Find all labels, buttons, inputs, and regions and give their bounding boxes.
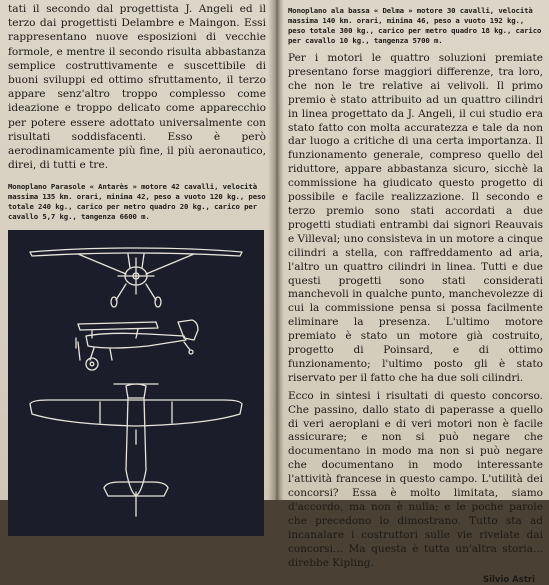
antares-caption: Monoplano Parasole « Antarès » motore 42 cavalli, velocità massima 135 km. orari, minima 42, peso a vuoto 120 kg., peso totale 240 kg., carico per metro quadro 20 kg., carico per cavallo 5,7 kg., tangenza 6600 m.	[8, 182, 266, 222]
front-view	[30, 248, 242, 307]
left-column	[8, 2, 266, 536]
right-column	[288, 6, 543, 585]
author-signature: Silvio Astri	[482, 574, 535, 585]
aircraft-drawing	[8, 230, 264, 536]
delma-caption: Monoplano ala bassa « Delma » motore 30 cavalli, velocità massima 140 km. orari, minima 46, peso a vuoto 192 kg., peso totale 300 kg., carico per metro quadro 18 kg., carico per cavallo 10 kg., tangenza 5700 m.	[288, 6, 542, 45]
intro-paragraph: tati il secondo dal progettista J. Angeli ed il terzo dai progettisti Delambre e Maingon. Essi rappresentano nuove esposizioni di vecchie formole, e mentre il secondo risulta abbastanza semplice costruttivamente e suscettibile di buoni sviluppi ed ottimo sfruttamento, il terzo appare senz'altro troppo complesso come ideazione e troppo delicato come apparecchio per potere essere adottato universalmente con risultati soddisfacenti. Esso è però aerodinamicamente più fine, il più aeronautico, direi, di tutti e tre.	[8, 3, 266, 172]
page-gutter	[268, 0, 284, 500]
antares-three-view-drawing	[8, 230, 264, 536]
side-view	[76, 320, 198, 370]
engines-paragraph: Per i motori le quattro soluzioni premiate presentano forse maggiori differenze, tra loro, che non le tre relative ai velivoli. Il primo premio è stato attribuito ad un quattro cilindri in linea progettato da J. Angeli, il cui studio era stato fatto con molta accuratezza e tale da non dar luogo a critiche di una certa importanza. Il funzionamento generale, compreso quello del riduttore, appare abbastanza sicuro, sicchè la commissione ha giudicato questo progetto di possibile e facile realizzazione. Il secondo e terzo premio sono stati accordati a due progetti studiati entrambi dai signori Reauvais e Villeval; uno consisteva in un motore a cinque cilindri a stella, con raffreddamento ad aria, l'altro un quattro cilindri in linea. Tutti e due questi progetti sono stati considerati manchevoli in qualche punto, manchevolezze di cui la commissione pensa si possa facilmente eliminare la presenza. L'ultimo motore premiato è stato un motore già costruito, progetto di Poinsard, e di ottimo funzionamento; l'ultimo posto gli è stato riservato per il fatto che ha due soli cilindri.	[288, 52, 543, 384]
conclusion-paragraph: Ecco in sintesi i risultati di questo concorso. Che passino, dallo stato di paperasse a quello di veri aeroplani e di veri motori non è facile assicurare; e non si può negare che documentano in modo ma non si può negare che documentano in modo interessante l'attività francese in questo campo. L'utilità dei concorsi? Essa è molto limitata, siamo d'accordo, ma non è nulla; e le poche parole che precedono lo dimostrano. Tutto sta ad incanalare i costruttori sulle vie rivelate dai concorsi... Ma questa è tutta un'altra storia... direbbe Kipling.	[288, 389, 543, 569]
top-view	[30, 384, 242, 516]
